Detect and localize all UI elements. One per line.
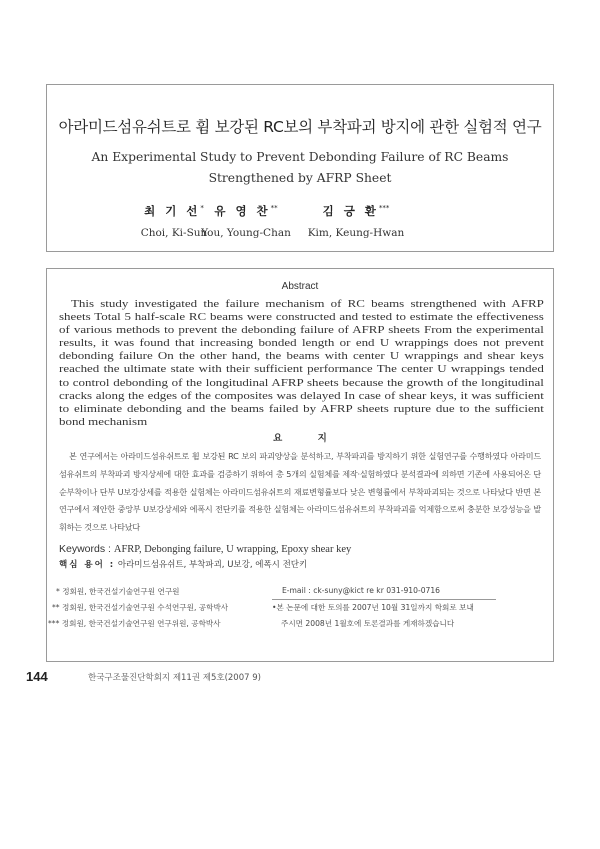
footnote-divider [272,599,496,600]
footnote-email: E-mail : ck-suny@kict re kr 031-910-0716 [282,586,441,595]
abstract-heading: Abstract [281,281,319,292]
abstract-english-text: This study investigated the failure mechanism of RC beams strengthened with AFRP sheets Total 5 half-scale RC beams were constructed and tested to estimate the effectiveness of various methods to prevent the debonding failure of AFRP sheets From the experimental results, it was found that increasing bonded length or end U wrappings does not prevent debonding failure On the other hand, the beams with center U wrappings and shear keys reached the ultimate state with their sufficient performance The center U wrappings tended to control debonding of the longitudinal AFRP sheets because the growth of the longitudinal cracks along the edges of the composites was delayed In case of shear keys, it was sufficient to eliminate debonding and the beams failed by AFRP sheets rupture due to the sufficient bond mechanism [59,298,544,428]
keywords-value: AFRP, Debonging failure, U wrapping, Epoxy shear key [113,544,352,555]
core-words-label: 핵심 용어 : [59,560,116,570]
journal-running-footer: 한국구조물진단학회지 제11권 제5호(2007 9) [88,673,261,683]
core-words-value: 아라미드섬유쉬트, 부착파괴, U보강, 에폭시 전단키 [117,560,308,570]
author-2-name-english: You, Young-Chan [201,227,291,239]
footnote-notice-line-1: •본 논문에 대한 토의를 2007년 10월 31일까지 학회로 보내 [272,603,474,612]
paper-title-english-line-1: An Experimental Study to Prevent Debonding Failure of RC Beams [91,150,509,164]
author-3 [286,203,426,239]
paper-title-korean: 아라미드섬유쉬트로 휨 보강된 RC보의 부착파괴 방지에 관한 실험적 연구 [58,118,542,136]
paper-title-english-line-2: Strengthened by AFRP Sheet [208,171,392,185]
abstract-korean-text: 본 연구에서는 아라미드섬유쉬트로 휨 보강된 RC 보의 파괴양상을 분석하고, 부착파괴를 방지하기 위한 실험연구를 수행하였다 아라미드섬유쉬트의 부착파괴 방지상세에 대한 효과를 검증하기 위하여 총 5개의 실험체를 제작·실험하였다 분석결과에 의하면 기존에 사용되어온 단순부착이나 단부 U보강상세를 적용한 실험체는 아라미드섬유쉬트의 재료변형률보다 낮은 변형률에서 부착파괴되는 것으로 나타났다 반면 본 연구에서 제안한 중앙부 U보강상세와 에폭시 전단키를 적용한 실험체는 아라미드섬유쉬트의 부착파괴를 억제함으로써 충분한 보강성능을 발휘하는 것으로 나타났다 [59,451,541,533]
author-3-name-english: Kim, Keung-Hwan [307,227,405,239]
keywords-label: Keywords : [59,543,111,555]
core-words-line [59,558,307,570]
footnote-notice-line-2: 주시면 2008년 1월호에 토론결과를 게재하겠습니다 [281,619,455,628]
page-number: 144 [26,669,48,684]
author-2-name-korean: 유 영 찬** [214,204,278,218]
author-1-name-korean: 최 기 선* [144,204,204,218]
footnote-author-2: ** 정회원, 한국건설기술연구원 수석연구원, 공학박사 [52,603,229,612]
footnote-author-3: *** 정회원, 한국건설기술연구원 연구위원, 공학박사 [48,619,221,628]
korean-summary-heading: 요 지 [273,433,343,444]
author-3-name-korean: 김 긍 환*** [322,204,390,218]
footnote-author-1: * 정회원, 한국건설기술연구원 연구원 [56,587,180,596]
keywords-line [59,543,351,555]
author-1-name-english: Choi, Ki-Sun [140,227,208,239]
